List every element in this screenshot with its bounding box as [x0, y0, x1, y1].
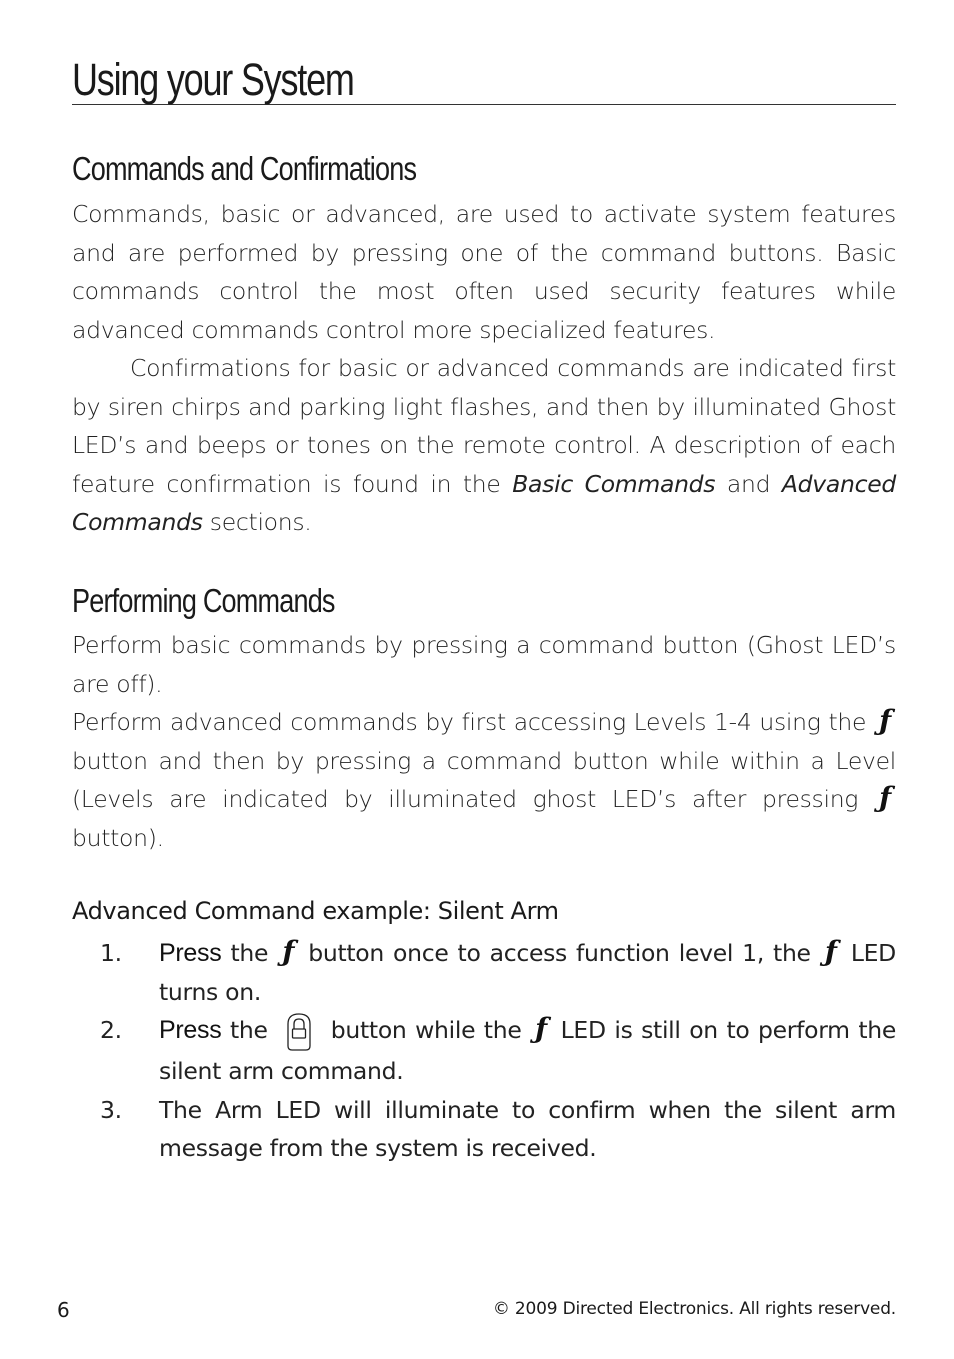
function-button-icon: ƒ: [282, 935, 295, 968]
function-led-icon: ƒ: [535, 1012, 547, 1045]
function-led-icon: ƒ: [824, 935, 837, 968]
section-commands-confirmations-body: [72, 195, 896, 542]
example-steps-list: [72, 934, 896, 1168]
step-item-1: [72, 934, 896, 1011]
page-title: Using your System: [72, 54, 354, 105]
step-text: LED turns on.: [159, 939, 896, 1006]
section-performing-commands-body: [72, 626, 896, 857]
paragraph-confirmations: [72, 349, 896, 542]
example-heading: Advanced Command example: Silent Arm: [72, 897, 559, 925]
paragraph-advanced-text-b: button and then by pressing a command button while within a Level (Levels are indicated by illuminated ghost LED’s after pressing: [72, 746, 896, 813]
basic-commands-reference: Basic Commands: [512, 469, 716, 498]
paragraph-commands: Commands, basic or advanced, are used to activate system features and are performed by pressing one of the command buttons. Basic commands control the most often used security features while advanced commands control more specialized features.: [72, 200, 896, 344]
page-title-bar: [72, 52, 896, 105]
function-button-icon: ƒ: [879, 704, 891, 737]
step-item-2: [72, 1011, 896, 1091]
step-text: the: [221, 1016, 277, 1044]
paragraph-advanced-text-a: Perform advanced commands by first accessing Levels 1-4 using the: [72, 708, 874, 736]
paragraph-advanced-commands: [72, 703, 896, 857]
advanced-commands-reference: Advanced Commands: [72, 469, 896, 536]
press-label: Press: [159, 939, 222, 967]
lock-button-icon: [284, 1012, 314, 1052]
function-button-icon: ƒ: [879, 781, 891, 814]
page-number: 6: [57, 1298, 70, 1322]
step-text: button once to access function level 1, the: [299, 939, 820, 967]
press-label: Press: [159, 1016, 222, 1044]
step-number: 2.: [100, 1016, 122, 1044]
section-heading-performing-commands: Performing Commands: [72, 582, 335, 619]
step-text: LED is still on to perform the silent arm command.: [159, 1016, 896, 1085]
copyright-notice: © 2009 Directed Electronics. All rights reserved.: [492, 1299, 896, 1319]
paragraph-basic-commands: Perform basic commands by pressing a command button (Ghost LED’s are off).: [72, 631, 896, 698]
step-text: The Arm LED will illuminate to confirm when the silent arm message from the system is received.: [159, 1095, 896, 1162]
paragraph-confirmations-text: Confirmations for basic or advanced commands are indicated first by siren chirps and parking light flashes, and then by illuminated Ghost LED’s and beeps or tones on the remote control. A description of each feature confirmation is found in the: [72, 354, 896, 498]
step-item-3: [72, 1091, 896, 1168]
step-number: 1.: [100, 939, 122, 967]
step-text: button while the: [322, 1016, 531, 1044]
paragraph-advanced-text-c: button).: [72, 823, 164, 852]
step-number: 3.: [100, 1095, 122, 1124]
conjunction-text: and: [715, 469, 782, 498]
sections-text: sections.: [202, 508, 312, 536]
step-text: the: [221, 939, 278, 967]
section-heading-commands-confirmations: Commands and Confirmations: [72, 150, 417, 187]
